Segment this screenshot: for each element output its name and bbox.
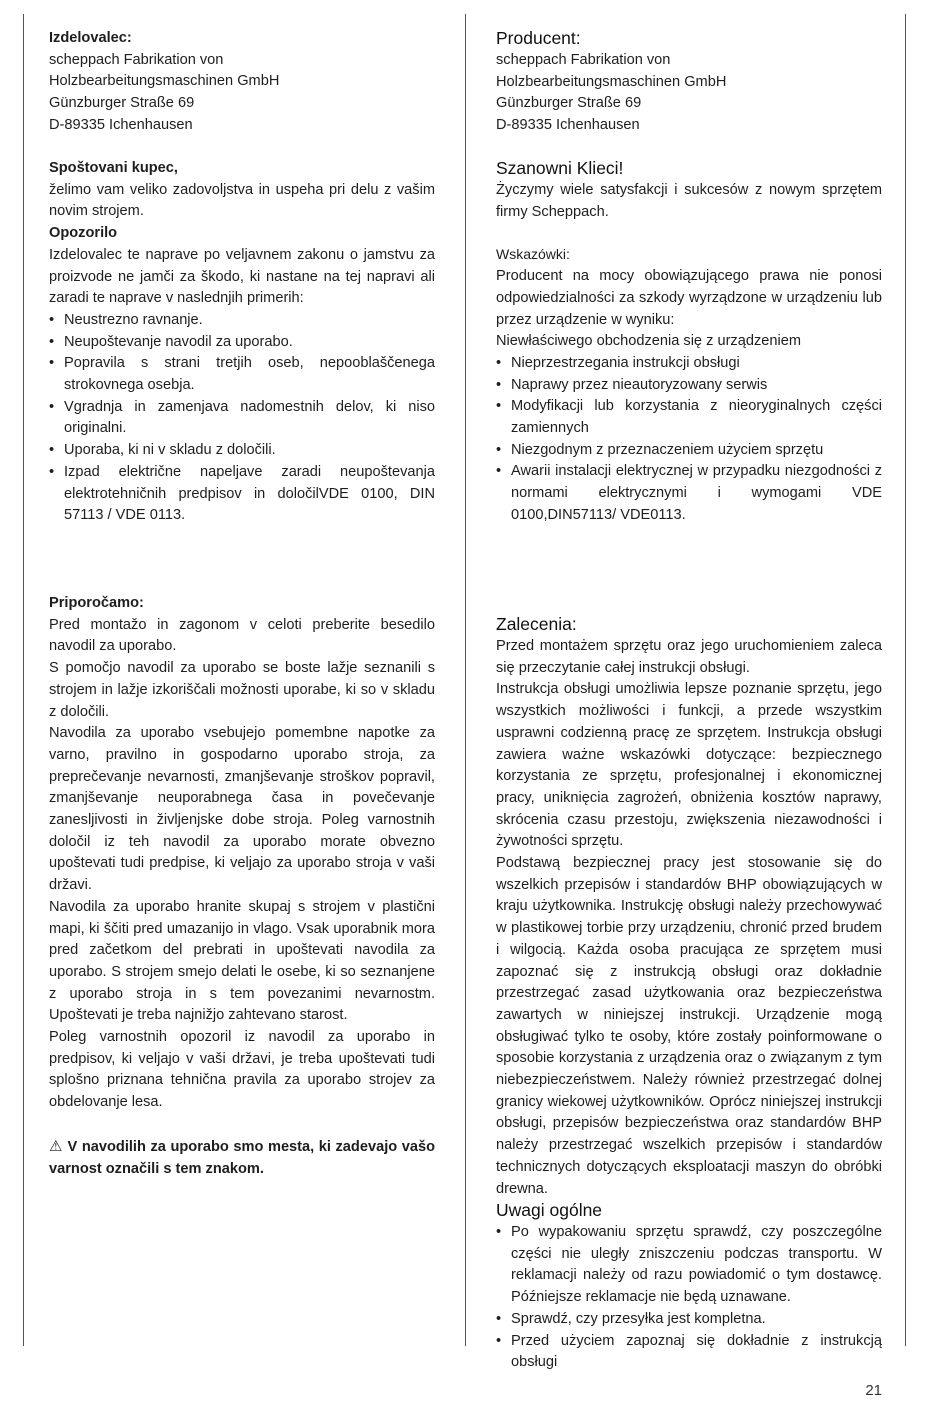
paragraph: Instrukcja obsługi umożliwia lepsze poznanie sprzętu, jego wszystkich możliwości i funkcji, a przede wszystkim usprawni codzienną pracę ze sprzętem. Instrukcja obsługi zawiera ważne wskazówki dotyczące: bezpiecznego korzystania ze sprzętu, profesjonalnej i ekonomicznej pracy, uniknięcia zagrożeń, obniżenia kosztów naprawy, skrócenia czasu przestoju, zwiększenia niezawodności i żywotności sprzętu. [496, 681, 882, 850]
left-warning-heading: Opozorilo [49, 225, 118, 242]
address-line: Günzburger Straße 69 [49, 95, 195, 112]
right-intro-block [496, 157, 882, 527]
right-general-heading: Uwagi ogólne [496, 1200, 603, 1220]
list-item: • Sprawdź, czy przesyłka jest kompletna. [496, 1309, 882, 1331]
left-recommend-block [49, 593, 435, 1114]
paragraph: Pred montažo in zagonom v celoti preberite besedilo navodil za uporabo. [49, 616, 435, 655]
right-manufacturer-heading: Producent: [496, 28, 581, 48]
list-item: • Przed użyciem zapoznaj się dokładnie z instrukcją obsługi [496, 1331, 882, 1374]
list-item: • Niezgodnym z przeznaczeniem użyciem sprzętu [496, 440, 882, 462]
list-item: • Neupoštevanje navodil za uporabo. [49, 332, 435, 354]
list-item: • Uporaba, ki ni v skladu z določili. [49, 440, 435, 462]
right-warning-list [496, 353, 882, 527]
list-item: • Vgradnja in zamenjava nadomestnih delov, ki niso originalni. [49, 397, 435, 440]
right-warning-heading: Wskazówki: [496, 246, 570, 263]
left-customer-heading: Spoštovani kupec, [49, 160, 178, 176]
right-general-list [496, 1222, 882, 1374]
address-line: scheppach Fabrikation von [496, 52, 671, 68]
paragraph: Przed montażem sprzętu oraz jego uruchomieniem zaleca się przeczytanie całej instrukcji obsługi. [496, 638, 882, 676]
left-warning-list [49, 310, 435, 527]
address-line: Holzbearbeitungsmaschinen GmbH [496, 73, 727, 90]
left-manufacturer-block [49, 28, 435, 137]
right-margin-rule [905, 14, 906, 1346]
right-customer-text: Życzymy wiele satysfakcji i sukcesów z nowym sprzętem firmy Scheppach. [496, 182, 882, 220]
list-item: • Izpad električne napeljave zaradi neupoštevanja elektrotehničnih predpisov in določilVDE 0100, DIN 57113 / VDE 0113. [49, 462, 435, 527]
address-line: Günzburger Straße 69 [496, 95, 642, 112]
list-item: • Awarii instalacji elektrycznej w przypadku niezgodności z normami elektrycznymi i wymogami VDE 0100,DIN57113/ VDE0113. [496, 461, 882, 526]
left-recommend-heading: Priporočamo: [49, 595, 144, 611]
list-item: • Naprawy przez nieautoryzowany serwis [496, 375, 882, 397]
left-intro-block [49, 158, 435, 527]
left-customer-text: želimo vam veliko zadovoljstva in uspeha pri delu z vašim novim strojem. [49, 181, 435, 220]
safety-note-text: V navodilih za uporabo smo mesta, ki zadevajo vašo varnost označili s tem znakom. [49, 1139, 435, 1177]
center-column-rule [465, 14, 466, 1346]
list-item: • Popravila s strani tretjih oseb, nepooblaščenega strokovnega osebja. [49, 353, 435, 396]
right-warning-text-2: Niewłaściwego obchodzenia się z urządzeniem [496, 333, 802, 350]
right-general-block [496, 1199, 882, 1374]
paragraph: Navodila za uporabo hranite skupaj s strojem v plastični mapi, ki ščiti pred umazanijo in vlago. Vsak uporabnik mora pred začetkom del prebrati in upoštevati navodila za uporabo. S strojem smejo delati le osebe, ki so seznanjene z uporabo stroja in s tem povezanimi nevarnostm. Upoštevati je treba najnižjo zahtevano starost. [49, 898, 435, 1024]
list-item: • Modyfikacji lub korzystania z nieoryginalnych części zamiennych [496, 396, 882, 439]
page-number: 21 [865, 1382, 882, 1399]
right-warning-text: Producent na mocy obowiązującego prawa nie ponosi odpowiedzialności za szkody wyrządzone w urządzeniu lub przez urządzenie w wyniku: [496, 268, 882, 328]
address-line: D-89335 Ichenhausen [496, 117, 640, 134]
paragraph: Podstawą bezpiecznej pracy jest stosowanie się do wszelkich przepisów i standardów BHP obowiązujących w kraju użytkownika. Instrukcję obsługi należy przechowywać w plastikowej torbie przy urządzeniu, chronić przed brudem i wilgocią. Każda osoba pracująca ze sprzętem musi zapoznać się z instrukcją obsługi oraz dokładnie przestrzegać zasad użytkowania oraz bezpieczeństwa zawartych w niniejszej instrukcji. Urządzenie mogą obsługiwać tylko te osoby, które zostały poinformowane o sposobie korzystania z urządzenia oraz o związanym z tym niebezpieczeństwem. Należy również przestrzegać dolnej granicy wiekowej użytkowników. Oprócz niniejszej instrukcji obsługi, przepisów bezpieczeństwa oraz standardów BHP należy przestrzegać wszelkich przepisów i standardów technicznych dotyczących eksploatacji maszyn do obróbki drewna. [496, 855, 882, 1197]
paragraph: S pomočjo navodil za uporabo se boste lažje seznanili s strojem in lažje izkoriščali možnosti uporabe, ki so v skladu z določili. [49, 660, 435, 720]
address-line: D-89335 Ichenhausen [49, 116, 193, 133]
address-line: Holzbearbeitungsmaschinen GmbH [49, 73, 280, 90]
warning-triangle-icon: ⚠ [49, 1138, 63, 1155]
address-line: scheppach Fabrikation von [49, 51, 224, 68]
right-manufacturer-block [496, 27, 882, 137]
left-margin-rule [23, 14, 24, 1346]
list-item: • Neustrezno ravnanje. [49, 310, 435, 332]
right-recommend-block [496, 613, 882, 1200]
left-manufacturer-heading: Izdelovalec: [49, 30, 132, 46]
list-item: • Po wypakowaniu sprzętu sprawdź, czy poszczególne części nie uległy zniszczeniu podczas transportu. W reklamacji należy od razu powiadomić o tym dostawcę. Późniejsze reklamacje nie będą uznawane. [496, 1222, 882, 1309]
paragraph: Navodila za uporabo vsebujejo pomembne napotke za varno, pravilno in gospodarno uporabo stroja, za preprečevanje nevarnosti, zmanjševanje stroškov popravil, zmanjševanje neuporabnega časa in povečevanje zanesljivosti in življenjske dobe stroja. Poleg varnostnih določil iz teh navodil za uporabo morate obvezno upoštevati tudi predpise, ki veljajo za uporabo stroja v vaši državi. [49, 725, 435, 894]
right-customer-heading: Szanowni Klieci! [496, 158, 624, 178]
safety-note [49, 1136, 435, 1180]
left-warning-text: Izdelovalec te naprave po veljavnem zakonu o jamstvu za proizvode ne jamči za škodo, ki nastane na tej napravi ali zaradi te naprave v naslednjih primerih: [49, 246, 435, 307]
list-item: • Nieprzestrzegania instrukcji obsługi [496, 353, 882, 375]
right-recommend-heading: Zalecenia: [496, 614, 577, 634]
paragraph: Poleg varnostnih opozoril iz navodil za uporabo in predpisov, ki veljajo v vaši državi, je treba upoštevati tudi splošno priznana tehnična pravila za uporabo strojev za obdelovanje lesa. [49, 1029, 435, 1111]
